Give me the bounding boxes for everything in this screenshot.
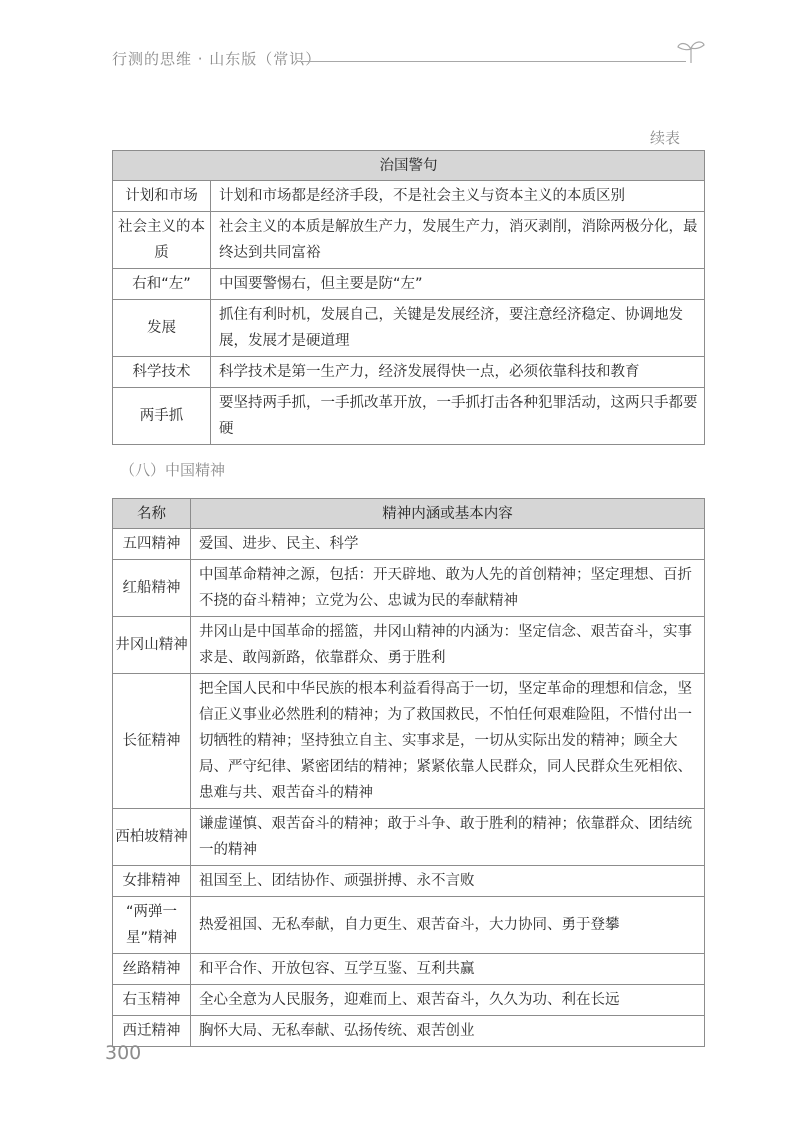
row-name-cell: 西柏坡精神 <box>113 809 191 866</box>
row-name-cell: 科学技术 <box>113 357 211 388</box>
row-content-cell: 计划和市场都是经济手段，不是社会主义与资本主义的本质区别 <box>211 181 705 212</box>
row-content-cell: 井冈山是中国革命的摇篮，井冈山精神的内涵为：坚定信念、艰苦奋斗，实事求是、敢闯新路，依靠群众、勇于胜利 <box>191 617 705 674</box>
table-body <box>113 529 705 1047</box>
table-row <box>113 954 705 985</box>
row-name-cell: 长征精神 <box>113 674 191 809</box>
continued-label: 续表 <box>649 129 680 147</box>
sprout-icon <box>676 38 706 64</box>
row-content-cell: 中国革命精神之源，包括：开天辟地、敢为人先的首创精神；坚定理想、百折不挠的奋斗精神；立党为公、忠诚为民的奉献精神 <box>191 560 705 617</box>
row-content-cell: 胸怀大局、无私奉献、弘扬传统、艰苦创业 <box>191 1016 705 1047</box>
table-row <box>113 357 705 388</box>
table-row <box>113 674 705 809</box>
row-name-cell: 右和“左” <box>113 269 211 300</box>
row-name-cell: 右玉精神 <box>113 985 191 1016</box>
table-header-row <box>113 499 705 529</box>
row-content-cell: 把全国人民和中华民族的根本利益看得高于一切，坚定革命的理想和信念，坚信正义事业必然胜利的精神；为了救国救民，不怕任何艰难险阻，不惜付出一切牺牲的精神；坚持独立自主、实事求是，一切从实际出发的精神；顾全大局、严守纪律、紧密团结的精神；紧紧依靠人民群众，同人民群众生死相依、患难与共、艰苦奋斗的精神 <box>191 674 705 809</box>
row-content-cell: 科学技术是第一生产力，经济发展得快一点，必须依靠科技和教育 <box>211 357 705 388</box>
row-name-cell: 西迁精神 <box>113 1016 191 1047</box>
column-header-content: 精神内涵或基本内容 <box>191 499 705 529</box>
row-name-cell: 计划和市场 <box>113 181 211 212</box>
row-name-cell: “两弹一星”精神 <box>113 897 191 954</box>
page-number: 300 <box>105 1042 142 1064</box>
table-body <box>113 181 705 445</box>
table-row <box>113 388 705 445</box>
row-name-cell: 五四精神 <box>113 529 191 560</box>
row-content-cell: 社会主义的本质是解放生产力，发展生产力，消灭剥削，消除两极分化，最终达到共同富裕 <box>211 212 705 269</box>
row-name-cell: 社会主义的本质 <box>113 212 211 269</box>
table-header-cell: 治国警句 <box>113 151 705 181</box>
row-name-cell: 女排精神 <box>113 866 191 897</box>
column-header-name: 名称 <box>113 499 191 529</box>
row-content-cell: 爱国、进步、民主、科学 <box>191 529 705 560</box>
row-content-cell: 中国要警惕右，但主要是防“左” <box>211 269 705 300</box>
row-content-cell: 祖国至上、团结协作、顽强拼搏、永不言败 <box>191 866 705 897</box>
header-rule <box>298 61 686 62</box>
row-name-cell: 丝路精神 <box>113 954 191 985</box>
row-content-cell: 要坚持两手抓，一手抓改革开放，一手抓打击各种犯罪活动，这两只手都要硬 <box>211 388 705 445</box>
row-content-cell: 抓住有利时机，发展自己，关键是发展经济，要注意经济稳定、协调地发展，发展才是硬道理 <box>211 300 705 357</box>
row-content-cell: 和平合作、开放包容、互学互鉴、互利共赢 <box>191 954 705 985</box>
row-content-cell: 谦虚谨慎、艰苦奋斗的精神；敢于斗争、敢于胜利的精神；依靠群众、团结统一的精神 <box>191 809 705 866</box>
table-header-row <box>113 151 705 181</box>
row-content-cell: 热爱祖国、无私奉献，自力更生、艰苦奋斗，大力协同、勇于登攀 <box>191 897 705 954</box>
row-name-cell: 发展 <box>113 300 211 357</box>
table-row <box>113 212 705 269</box>
table-row <box>113 300 705 357</box>
row-content-cell: 全心全意为人民服务，迎难而上、艰苦奋斗，久久为功、利在长远 <box>191 985 705 1016</box>
row-name-cell: 两手抓 <box>113 388 211 445</box>
table-row <box>113 617 705 674</box>
table-row <box>113 269 705 300</box>
table-row <box>113 809 705 866</box>
chinese-spirit-table <box>112 498 705 1047</box>
table-row <box>113 181 705 212</box>
section-heading: （八）中国精神 <box>120 461 226 479</box>
row-name-cell: 红船精神 <box>113 560 191 617</box>
table-row <box>113 866 705 897</box>
running-header-title: 行测的思维 · 山东版（常识） <box>112 50 322 68</box>
table-row <box>113 985 705 1016</box>
table-row <box>113 560 705 617</box>
table-row <box>113 897 705 954</box>
table-row <box>113 529 705 560</box>
table-row <box>113 1016 705 1047</box>
row-name-cell: 井冈山精神 <box>113 617 191 674</box>
governance-quotes-table <box>112 150 705 445</box>
